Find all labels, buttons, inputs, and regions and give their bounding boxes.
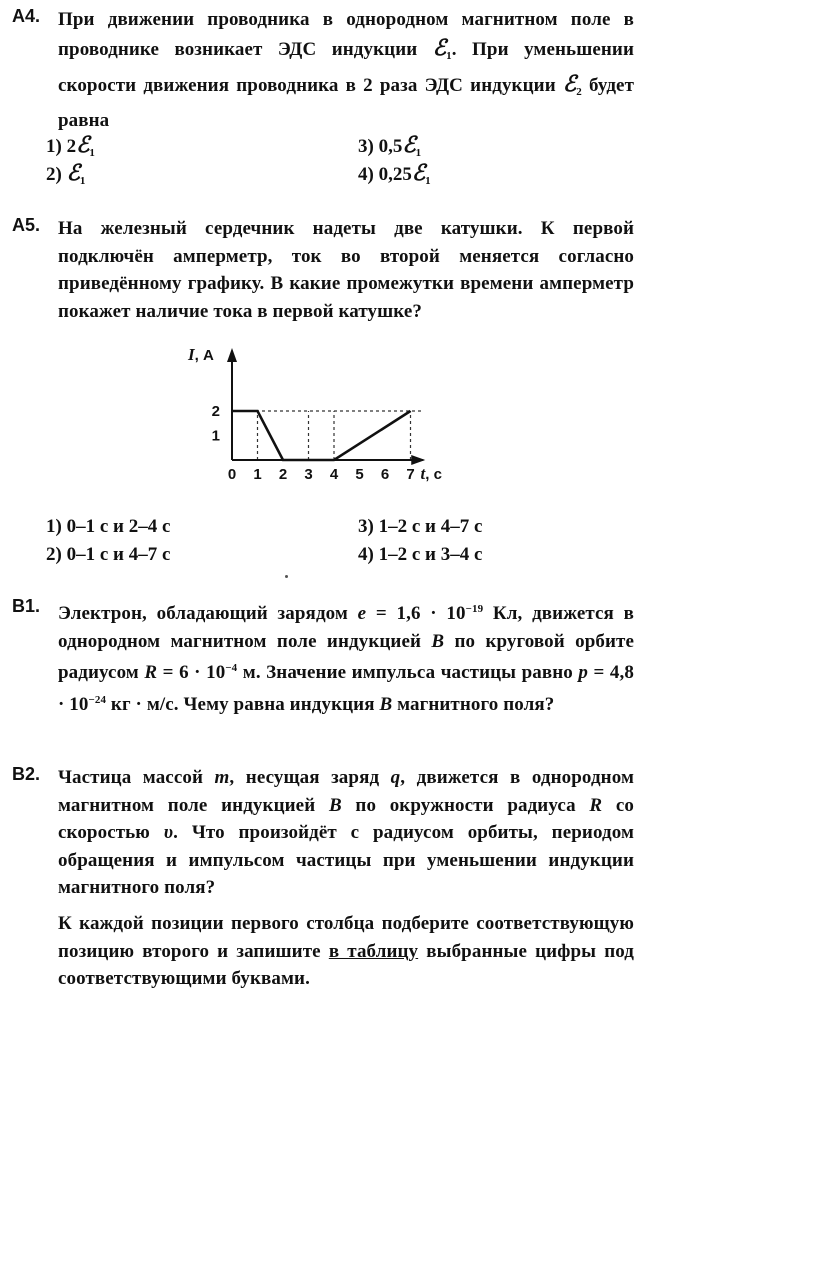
problem-b1 [12, 596, 634, 718]
problem-a4 [12, 6, 634, 134]
y-tick-label: 2 [211, 403, 220, 420]
answer-option: 2) ℰ$_1$ [46, 160, 86, 187]
y-tick-label: 1 [211, 427, 220, 445]
answer-option: 1) 0–1 с и 2–4 с [46, 516, 171, 537]
answer-option: 4) 1–2 с и 3–4 с [358, 544, 483, 565]
instructions: К каждой позиции первого столбца подберите соответствующую позицию второго и запишите в таблицу выбранные цифры под соответствующими буквами. [58, 912, 635, 990]
problem-text: На железный сердечник надеты две катушки. К первой подключён амперметр, ток во второй меняется согласно приведённому графику. В какие промежутки времени амперметр покажет наличие тока в первой катушке? [58, 218, 634, 322]
x-tick-label: 2 [278, 466, 288, 483]
answer-option: 3) 1–2 с и 4–7 с [358, 516, 483, 537]
chart-axes [227, 348, 425, 465]
answer-option: 2) 0–1 с и 4–7 с [46, 544, 171, 565]
x-axis-label: t, с [420, 464, 442, 483]
x-tick-label: 6 [380, 466, 390, 483]
emf-symbol: ℰ [562, 71, 577, 97]
y-axis-label: I, А [188, 345, 214, 364]
x-tick-label: 1 [253, 466, 262, 483]
answer-option: 3) 0,5ℰ$_1$ [358, 132, 422, 159]
x-tick-label: 7 [406, 466, 415, 483]
emf-symbol: ℰ [432, 34, 447, 60]
problem-a5 [12, 215, 634, 325]
answer-option: 1) 2ℰ$_1$ [46, 132, 95, 159]
problem-b2 [12, 764, 634, 993]
y-axis-arrow [227, 348, 237, 362]
problem-number: А5. [12, 215, 41, 235]
problem-number: В2. [12, 764, 41, 784]
x-tick-label: 4 [329, 466, 339, 483]
problem-number: В1. [12, 596, 41, 616]
x-tick-label: 5 [355, 466, 364, 483]
problem-text: Частица массой m, несущая заряд q, движется в однородном магнитном поле индукцией B по окружности радиуса R со скоростью υ. Что произойдёт с радиусом орбиты, периодом обращения и импульсом частицы при уменьшении индукции магнитного поля? К каждой позиции первого столбца подберите соответствующую позицию второго и запишите в таблицу выбранные цифры под соответствующими буквами. [58, 764, 634, 993]
current-time-graph [170, 338, 470, 498]
problem-text: Электрон, обладающий зарядом $e = 1,6 \cdot 10^{-19}$ Кл, движется в однородном магнитном поле индукцией B по круговой орбите радиусом $R = 6 \cdot 10^{-4}$ м. Значение импульса частицы равно $p = 4,8 \cdot 10^{-24}$ кг · м/с. Чему равна индукция B магнитного поля? [58, 603, 634, 715]
chart-series [232, 411, 411, 460]
answer-option: 4) 0,25ℰ$_1$ [358, 160, 431, 187]
x-tick-label: 0 [227, 466, 237, 483]
problem-number: А4. [12, 6, 41, 26]
x-tick-label: 3 [304, 466, 313, 483]
current-series-line [232, 411, 411, 460]
speck [285, 575, 288, 578]
problem-text: При движении проводника в однородном магнитном поле в проводнике возникает ЭДС индукции ℰ$_1$. При уменьшении скорости движения проводника в 2 раза ЭДС индукции ℰ$_2$ будет равна [58, 9, 635, 131]
